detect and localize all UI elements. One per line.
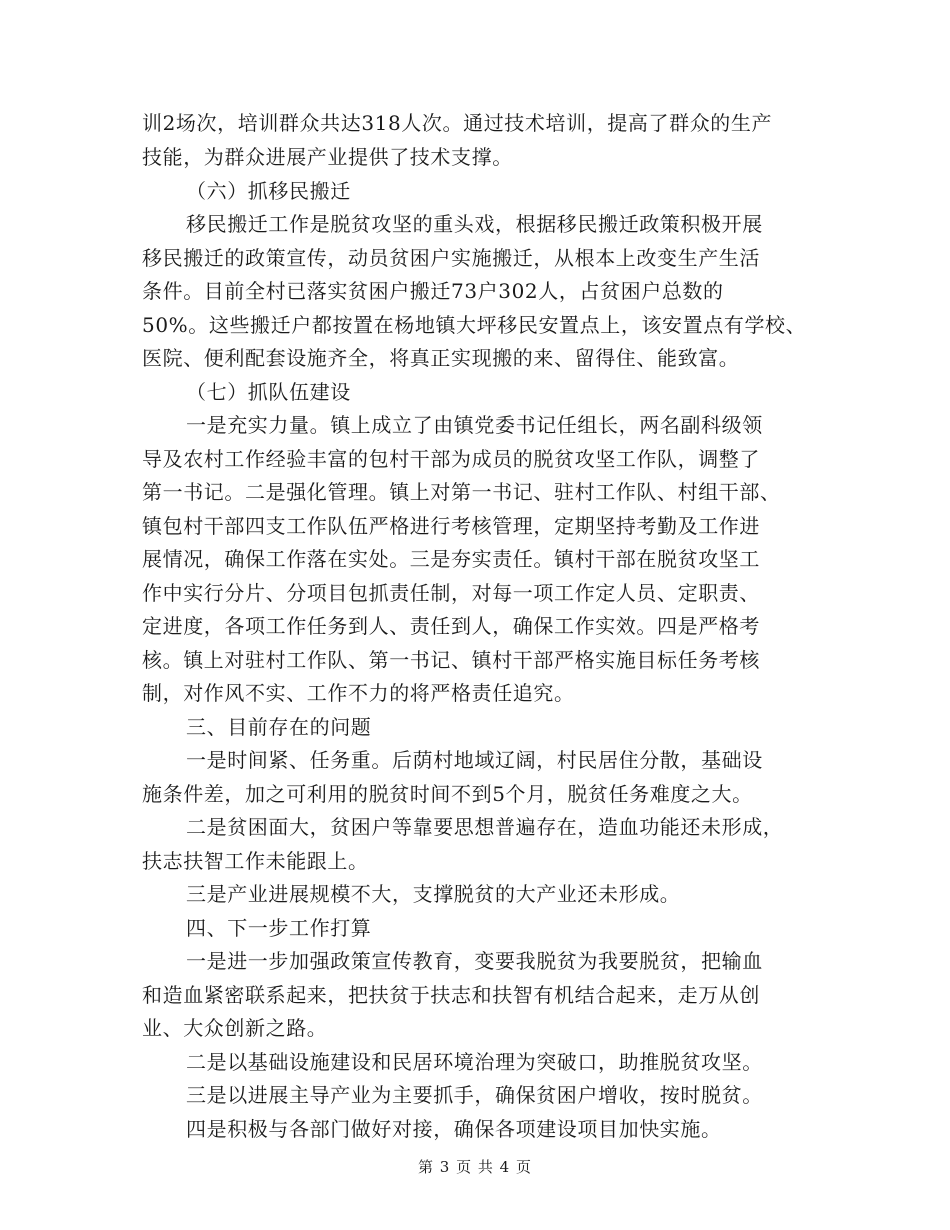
section-heading: （七）抓队伍建设	[186, 380, 351, 404]
paragraph-line: 展情况，确保工作落在实处。三是夯实责任。镇村干部在脱贫攻坚工	[142, 547, 760, 571]
paragraph-line: 四是积极与各部门做好对接，确保各项建设项目加快实施。	[186, 1117, 722, 1141]
section-heading: 四、下一步工作打算	[186, 916, 372, 940]
paragraph-line: 定进度，各项工作任务到人、责任到人，确保工作实效。四是严格考	[142, 614, 760, 638]
paragraph-line: 和造血紧密联系起来，把扶贫于扶志和扶智有机结合起来，走万从创	[142, 983, 760, 1007]
paragraph-line: 训2场次，培训群众共达318人次。通过技术培训，提高了群众的生产	[142, 111, 773, 135]
paragraph-line: 核。镇上对驻村工作队、第一书记、镇村干部严格实施目标任务考核	[142, 648, 760, 672]
paragraph-line: 一是进一步加强政策宣传教育，变要我脱贫为我要脱贫，把输血	[186, 949, 763, 973]
paragraph-line: 50%。这些搬迁户都按置在杨地镇大坪移民安置点上，该安置点有学校、	[142, 313, 807, 337]
paragraph-line: 医院、便利配套设施齐全，将真正实现搬的来、留得住、能致富。	[142, 346, 740, 370]
paragraph-line: 移民搬迁工作是脱贫攻坚的重头戏，根据移民搬迁政策积极开展	[186, 212, 763, 236]
paragraph-line: 镇包村干部四支工作队伍严格进行考核管理，定期坚持考勤及工作进	[142, 514, 760, 538]
paragraph-line: 施条件差，加之可利用的脱贫时间不到5个月，脱贫任务难度之大。	[142, 782, 753, 806]
paragraph-line: 三是产业进展规模不大，支撑脱贫的大产业还未形成。	[186, 882, 681, 906]
page-footer: 第 3 页 共 4 页	[418, 1158, 532, 1176]
paragraph-line: 扶志扶智工作未能跟上。	[142, 849, 369, 873]
paragraph-line: 业、大众创新之路。	[142, 1016, 328, 1040]
section-heading: （六）抓移民搬迁	[186, 179, 351, 203]
section-heading: 三、目前存在的问题	[186, 715, 372, 739]
paragraph-line: 一是充实力量。镇上成立了由镇党委书记任组长，两名副科级领	[186, 413, 763, 437]
paragraph-line: 导及农村工作经验丰富的包村干部为成员的脱贫攻坚工作队，调整了	[142, 447, 760, 471]
paragraph-line: 二是贫困面大，贫困户等靠要思想普遍存在，造血功能还未形成，	[186, 815, 784, 839]
paragraph-line: 三是以进展主导产业为主要抓手，确保贫困户增收，按时脱贫。	[186, 1083, 763, 1107]
paragraph-line: 作中实行分片、分项目包抓责任制，对每一项工作定人员、定职责、	[142, 581, 760, 605]
paragraph-line: 第一书记。二是强化管理。镇上对第一书记、驻村工作队、村组干部、	[142, 480, 781, 504]
paragraph-line: 技能，为群众进展产业提供了技术支撑。	[142, 145, 513, 169]
paragraph-line: 一是时间紧、任务重。后荫村地域辽阔，村民居住分散，基础设	[186, 748, 763, 772]
paragraph-line: 制，对作风不实、工作不力的将严格责任追究。	[142, 681, 575, 705]
paragraph-line: 二是以基础设施建设和民居环境治理为突破口，助推脱贫攻坚。	[186, 1050, 763, 1074]
paragraph-line: 条件。目前全村已落实贫困户搬迁73户302人，占贫困户总数的	[142, 279, 724, 303]
paragraph-line: 移民搬迁的政策宣传，动员贫困户实施搬迁，从根本上改变生产生活	[142, 246, 760, 270]
